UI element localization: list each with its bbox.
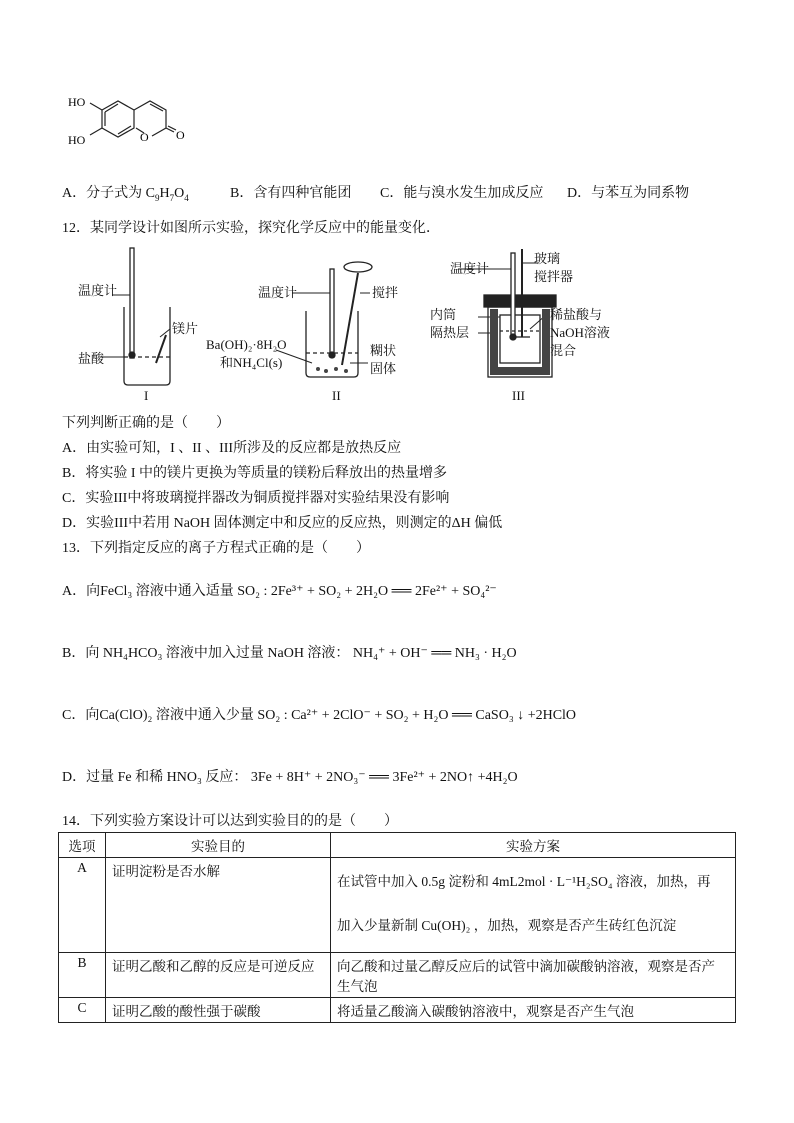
header-plan: 实验方案 xyxy=(331,833,736,858)
header-aim: 实验目的 xyxy=(106,833,331,858)
table-row xyxy=(59,953,736,998)
svg-text:玻璃: 玻璃 xyxy=(534,251,561,266)
q11-option-b: B．含有四种官能团 xyxy=(230,186,352,201)
row-option: A xyxy=(59,858,106,953)
row-option: C xyxy=(59,998,106,1023)
q13-option-c: C．向Ca(ClO)₂ 溶液中通入少量 SO₂ : Ca²⁺ + 2ClO⁻ + SO₂ + H₂O ══ CaSO₃ ↓ +2HClO xyxy=(62,708,577,723)
row-plan-line1: 将适量乙酸滴入碳酸钠溶液中，观察是否产生气泡 xyxy=(337,1004,634,1019)
svg-text:III: III xyxy=(512,388,525,403)
q11-option-d: D．与苯互为同系物 xyxy=(567,186,690,201)
carbonyl-oxygen-label: O xyxy=(176,128,185,142)
table-row xyxy=(59,858,736,953)
q12-option-c: C．实验III中将玻璃搅拌器改为铜质搅拌器对实验结果没有影响 xyxy=(62,491,450,506)
svg-text:固体: 固体 xyxy=(370,361,397,376)
ho-label-2: HO xyxy=(68,133,86,147)
svg-text:温度计: 温度计 xyxy=(258,285,298,300)
svg-text:I: I xyxy=(144,388,149,403)
molecule-structure xyxy=(60,88,200,166)
svg-text:混合: 混合 xyxy=(550,343,577,358)
svg-text:内筒: 内筒 xyxy=(430,307,457,322)
q12-option-a: A．由实验可知，I 、II 、III所涉及的反应都是放热反应 xyxy=(62,441,402,456)
q11-option-c: C．能与溴水发生加成反应 xyxy=(380,186,544,201)
svg-text:稀盐酸与: 稀盐酸与 xyxy=(550,307,603,322)
table-header-row xyxy=(59,833,736,858)
q12-stem: 12．某同学设计如图所示实验，探究化学反应中的能量变化． xyxy=(62,221,440,236)
row-plan xyxy=(331,953,736,998)
table-row xyxy=(59,998,736,1023)
svg-text:温度计: 温度计 xyxy=(78,283,118,298)
row-plan xyxy=(331,858,736,953)
row-aim: 证明乙酸和乙醇的反应是可逆反应 xyxy=(106,953,331,998)
row-plan-line1: 在试管中加入 0.5g 淀粉和 4mL2mol · L⁻¹H₂SO₄ 溶液，加热，再 xyxy=(337,874,711,889)
q12-option-d: D．实验III中若用 NaOH 固体测定中和反应的反应热，则测定的ΔH 偏低 xyxy=(62,516,503,531)
row-aim: 证明淀粉是否水解 xyxy=(106,858,331,953)
q13-option-d: D．过量 Fe 和稀 HNO₃ 反应： 3Fe + 8H⁺ + 2NO₃⁻ ══ 3Fe²⁺ + 2NO↑ +4H₂O xyxy=(62,770,518,785)
ring-oxygen-label: O xyxy=(140,130,149,144)
q14-stem: 14．下列实验方案设计可以达到实验目的的是（ ） xyxy=(62,814,398,829)
q12-option-b: B．将实验 I 中的镁片更换为等质量的镁粉后释放出的热量增多 xyxy=(62,466,447,481)
experiment-table xyxy=(58,832,736,1023)
q11-option-a: A．分子式为 $C_9H_7O_4$ xyxy=(62,186,189,203)
svg-text:盐酸: 盐酸 xyxy=(78,351,105,366)
row-plan-line1: 向乙酸和过量乙醇反应后的试管中滴加碳酸钠溶液，观察是否产 xyxy=(337,959,715,974)
row-plan-line2: 生气泡 xyxy=(337,979,378,994)
q13-stem: 13．下列指定反应的离子方程式正确的是（ ） xyxy=(62,541,370,556)
q13-option-a: A．向FeCl₃ 溶液中通入适量 SO₂ : 2Fe³⁺ + SO₂ + 2H₂O ══ 2Fe²⁺ + SO₄²⁻ xyxy=(62,584,497,599)
svg-text:镁片: 镁片 xyxy=(172,321,199,336)
row-plan-line2: 加入少量新制 Cu(OH)₂ ，加热，观察是否产生砖红色沉淀 xyxy=(337,918,677,933)
row-option: B xyxy=(59,953,106,998)
header-option: 选项 xyxy=(59,833,106,858)
row-plan xyxy=(331,998,736,1023)
svg-text:糊状: 糊状 xyxy=(370,343,397,358)
q12-question: 下列判断正确的是（ ） xyxy=(62,416,230,431)
svg-text:II: II xyxy=(332,388,341,403)
experiment-figure xyxy=(60,245,740,405)
svg-text:搅拌: 搅拌 xyxy=(372,285,399,300)
svg-text:隔热层: 隔热层 xyxy=(430,325,470,340)
svg-text:搅拌器: 搅拌器 xyxy=(534,269,574,284)
svg-text:温度计: 温度计 xyxy=(450,261,490,276)
svg-text:和NH₄Cl(s): 和NH₄Cl(s) xyxy=(220,355,283,370)
q13-option-b: B．向 NH₄HCO₃ 溶液中加入过量 NaOH 溶液： NH₄⁺ + OH⁻ ══ NH₃ · H₂O xyxy=(62,646,517,661)
svg-text:Ba(OH)₂·8H₂O: Ba(OH)₂·8H₂O xyxy=(206,337,287,352)
ho-label-1: HO xyxy=(68,95,86,109)
svg-text:NaOH溶液: NaOH溶液 xyxy=(550,325,610,340)
row-aim: 证明乙酸的酸性强于碳酸 xyxy=(106,998,331,1023)
